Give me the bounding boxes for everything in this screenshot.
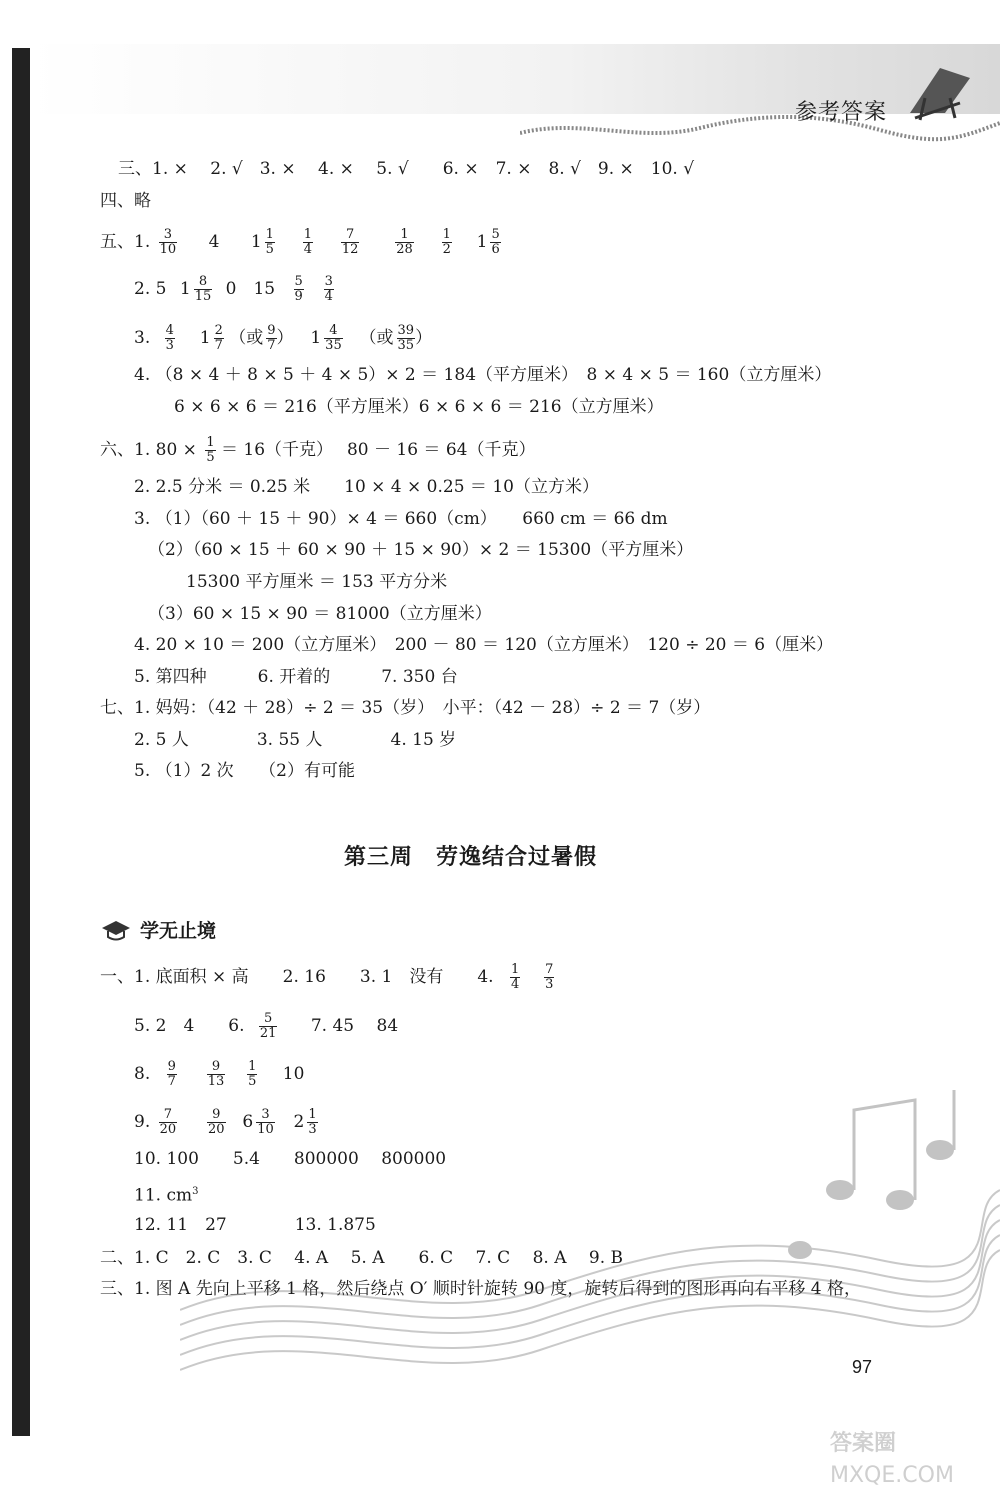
fraction: $\frac{5}{6}$ bbox=[491, 227, 500, 257]
fraction: $\frac{1}{5}$ bbox=[206, 435, 215, 465]
fraction: $\frac{9}{7}$ bbox=[167, 1059, 176, 1089]
music-notes-decoration bbox=[180, 1090, 1000, 1430]
study-line-11: 11. $cm^3$ bbox=[134, 1185, 199, 1206]
answer-line-7-1: 七、1. 妈妈：（42 ＋ 28）÷ 2 ＝ 35（岁） 小平：（42 － 28）÷ 2 ＝ 7（岁） bbox=[100, 698, 711, 718]
svg-text:答案圈: 答案圈 bbox=[830, 1431, 897, 1456]
answer-line-6-3-2b: 15300 平方厘米 ＝ 153 平方分米 bbox=[186, 572, 448, 592]
answer-line-6-3-2: （2）（60 × 15 ＋ 60 × 90 ＋ 15 × 90）× 2 ＝ 15300（平方厘米） bbox=[148, 540, 694, 560]
section-title: 第三周 劳逸结合过暑假 bbox=[344, 845, 598, 870]
fraction: $\frac{1}{4}$ bbox=[303, 227, 313, 257]
fraction: $\frac{3}{10}$ bbox=[257, 1107, 274, 1137]
answer-line-5-3: 3. $\frac{4}{3}$ 1 $\frac{2}{7}$ （或 $\frac{9}{7}$ ） 1 $\frac{4}{35}$ （或 $\frac{39}{35}$ ） bbox=[134, 323, 433, 353]
fraction: $\frac{2}{7}$ bbox=[214, 323, 223, 353]
fraction: $\frac{7}{12}$ bbox=[341, 227, 359, 257]
svg-text:MXQE.COM: MXQE.COM bbox=[830, 1463, 954, 1488]
fraction: $\frac{9}{20}$ bbox=[208, 1107, 225, 1137]
answer-line-4: 四、略 bbox=[100, 191, 151, 211]
fraction: $\frac{1}{3}$ bbox=[308, 1107, 317, 1137]
fraction: $\frac{8}{15}$ bbox=[194, 274, 212, 304]
sub-title bbox=[100, 916, 216, 943]
answer-line-7-2: 2. 5 人 3. 55 人 4. 15 岁 bbox=[134, 730, 457, 750]
graduation-cap-icon bbox=[100, 918, 132, 942]
answer-line-5-4: 4. （8 × 4 ＋ 8 × 5 ＋ 4 × 5）× 2 ＝ 184（平方厘米） 8 × 4 × 5 ＝ 160（立方厘米） bbox=[134, 365, 832, 385]
fraction: $\frac{9}{7}$ bbox=[267, 323, 276, 353]
beach-chair-icon bbox=[900, 58, 980, 128]
fraction: $\frac{1}{5}$ bbox=[265, 227, 274, 257]
fraction: $\frac{1}{4}$ bbox=[511, 962, 520, 992]
fraction: $\frac{4}{3}$ bbox=[165, 323, 174, 353]
fraction: $\frac{5}{9}$ bbox=[294, 274, 303, 304]
study-line-8: 8. $\frac{9}{7}$ $\frac{9}{13}$ $\frac{1}{5}$ 10 bbox=[134, 1059, 305, 1089]
fraction: $\frac{3}{4}$ bbox=[324, 274, 333, 304]
fraction: $\frac{1}{5}$ bbox=[248, 1059, 257, 1089]
binding-strip bbox=[12, 48, 30, 1436]
fraction: $\frac{3}{10}$ bbox=[159, 227, 177, 257]
study-line-5: 5. 2 4 6. $\frac{5}{21}$ 7. 45 84 bbox=[134, 1011, 399, 1041]
answer-line-6-3: 3. （1）（60 ＋ 15 ＋ 90）× 4 ＝ 660（cm） 660 cm ＝ 66 dm bbox=[134, 509, 668, 529]
fraction: $\frac{1}{28}$ bbox=[396, 227, 413, 257]
fraction: $\frac{39}{35}$ bbox=[397, 323, 415, 353]
answer-line-3: 三、1. × 2. √ 3. × 4. × 5. √ 6. × 7. × 8. √ 9. × 10. √ bbox=[118, 159, 695, 179]
fraction: $\frac{1}{2}$ bbox=[442, 227, 451, 257]
answer-line-6-5: 5. 第四种 6. 开着的 7. 350 台 bbox=[134, 667, 458, 687]
study-line-12: 12. 11 27 13. 1.875 bbox=[134, 1215, 376, 1235]
study-line-9: 9. $\frac{7}{20}$ $\frac{9}{20}$ 6 $\frac{3}{10}$ 2 $\frac{1}{3}$ bbox=[134, 1107, 317, 1137]
answer-line-5-2: 2. 5 1 $\frac{8}{15}$ 0 15 $\frac{5}{9}$ $\frac{3}{4}$ bbox=[134, 274, 333, 304]
fraction: $\frac{9}{13}$ bbox=[207, 1059, 225, 1089]
study-line-10: 10. 100 5.4 800000 800000 bbox=[134, 1149, 447, 1169]
answer-line-5-1: 五、1. $\frac{3}{10}$ 4 1 $\frac{1}{5}$ $\frac{1}{4}$ $\frac{7}{12}$ $\frac{1}{28}$ $\frac{1}{2}$ 1 $\frac{5}{6}$ bbox=[100, 227, 500, 257]
fraction: $\frac{4}{35}$ bbox=[325, 323, 342, 353]
fraction: $\frac{7}{3}$ bbox=[545, 962, 554, 992]
answer-line-6-3-3: （3）60 × 15 × 90 ＝ 81000（立方厘米） bbox=[148, 604, 492, 624]
header-title: 参考答案 bbox=[795, 100, 888, 125]
study-line-1: 一、1. 底面积 × 高 2. 16 3. 1 没有 4. $\frac{1}{4}$ $\frac{7}{3}$ bbox=[100, 962, 554, 992]
answer-line-5-4b: 6 × 6 × 6 ＝ 216（平方厘米）6 × 6 × 6 ＝ 216（立方厘米） bbox=[174, 397, 664, 417]
sub-title-text: 学无止境 bbox=[140, 920, 217, 942]
answer-line-7-5: 5. （1）2 次 （2）有可能 bbox=[134, 761, 355, 781]
watermark-logo bbox=[810, 1420, 1000, 1491]
page-number: 97 bbox=[852, 1357, 873, 1377]
study-line-transform: 三、1. 图 A 先向上平移 1 格，然后绕点 O′ 顺时针旋转 90 度，旋转后得到的图形再向右平移 4 格， bbox=[100, 1279, 861, 1299]
answer-line-6-4: 4. 20 × 10 ＝ 200（立方厘米） 200 － 80 ＝ 120（立方厘米） 120 ÷ 20 ＝ 6（厘米） bbox=[134, 635, 834, 655]
answer-line-6-2: 2. 2.5 分米 ＝ 0.25 米 10 × 4 × 0.25 ＝ 10（立方米） bbox=[134, 477, 599, 497]
fraction: $\frac{7}{20}$ bbox=[159, 1107, 177, 1137]
answer-line-6-1: 六、1. 80 × $\frac{1}{5}$ ＝ 16（千克） 80 － 16 ＝ 64（千克） bbox=[100, 435, 536, 465]
study-line-choices: 二、1. C 2. C 3. C 4. A 5. A 6. C 7. C 8. A 9. B bbox=[100, 1248, 623, 1268]
fraction: $\frac{5}{21}$ bbox=[259, 1011, 277, 1041]
